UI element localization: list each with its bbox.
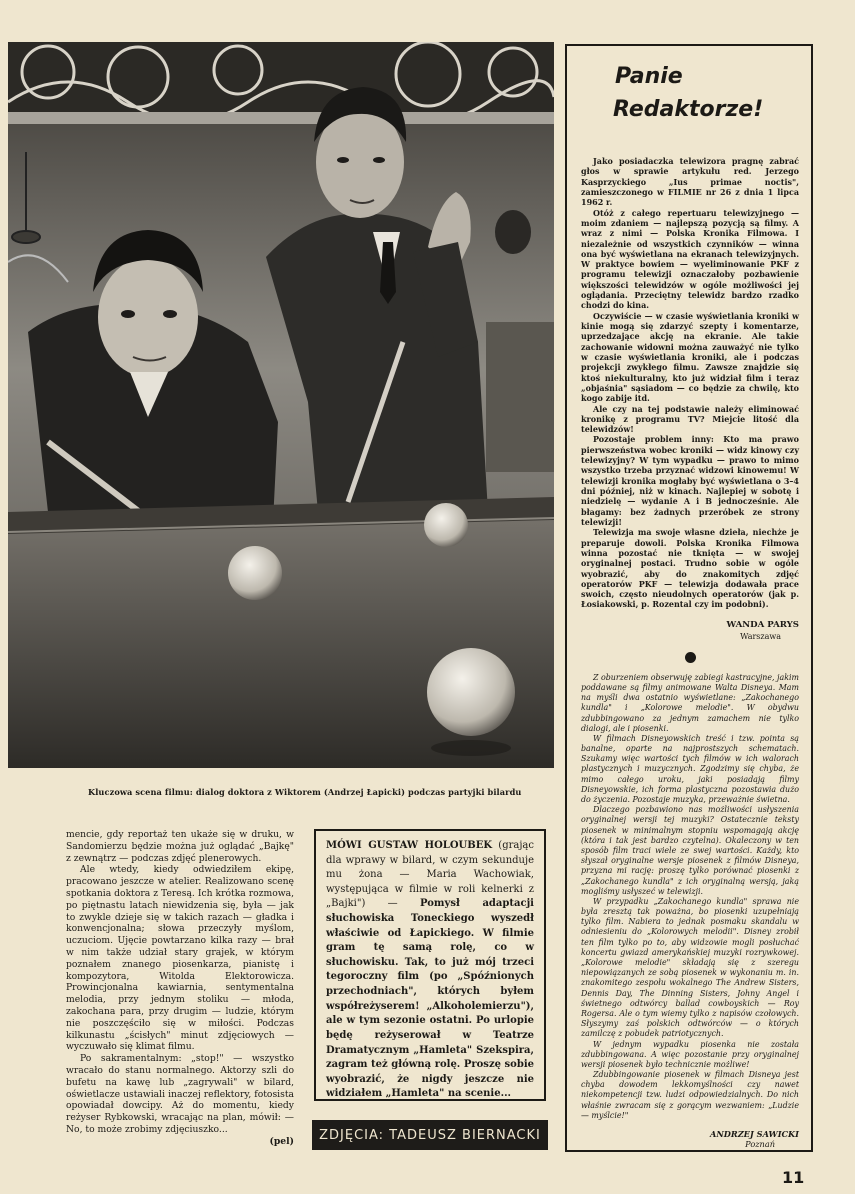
interview-lead: MÓWI GUSTAW HOLOUBEK [326,840,493,851]
letters-title-line2: Redaktorze! [613,97,764,122]
letter1-signature [581,620,799,642]
letter2-signature [581,1129,799,1149]
letter-paragraph: Jako posiadaczka telewizora pragnę zabrać głos w sprawie artykułu red. Jerzego Kasprzyckiego „Ius primae noctis", zamieszczonego w FILMIE nr 26 z dnia 1 lipca 1962 r. [581,156,799,208]
letter1-city: Warszawa [740,631,781,641]
article-paragraph: Ale wtedy, kiedy odwiedziłem ekipę, pracowano jeszcze w atelier. Realizowano scenę spotkania doktora z Teresą. Ich krótka rozmowa, po piętnastu latach niewidzenia się, była — jak to zwykle dzieje się w takich razach — gładka i konwencjonalna; słowa przeczyły myślom, uczuciom. Ujęcie powtarzano kilka razy — brał w nim także udział stary grajek, w którym poznałem znanego piosenkarza, pianistę i kompozytora, Witolda Elektorowicza. Prowincjonalna kawiarnia, sentymentalna melodia, przy jednym stoliku — młoda, zakochana para, przy drugim — ludzie, którym nie poszczęściło się w miłości. Podczas kilkunastu „ścisłych" minut zdjęciowych — wyczuwało się klimat filmu. [66,864,294,1053]
billiards-photo [8,42,554,768]
letter2-city: Poznań [745,1139,775,1149]
letter-paragraph: Ale czy na tej podstawie należy eliminować kronikę z programu TV? Miejcie litość dla telewidzów! [581,403,799,435]
article-signature: (pel) [269,1135,294,1147]
interview-box [314,829,546,1101]
photo-illustration [8,42,554,768]
letter-paragraph: W jednym wypadku piosenka nie została zdubbingowana. A więc pozostanie przy oryginalnej wersji piosenek było technicznie możliwe! [581,1039,799,1069]
letter-paragraph: Pozostaje problem inny: Kto ma prawo pierwszeństwa wobec kroniki — widz kinowy czy telewizyjny? W tym wypadku — prawo to mimo wszystko trzeba przyznać widzowi kinowemu! W telewizji kronika mogłaby być wyświetlana o 3–4 dni później, niż w kinach. Najlepiej w sobotę i niedzielę — wydanie A i B jednocześnie. Ale błagamy: bez żadnych przeróbek ze strony telewizji! [581,434,799,527]
letter-paragraph: W przypadku „Zakochanego kundla" sprawa nie była zresztą tak poważna, bo piosenki uzupełniają tylko film. Nabiera to jednak posmaku skandalu w odniesieniu do „Kolorowych melodii". Disney zrobił ten film tylko po to, aby widzowie mogli posłuchać koncertu gwiazd amerykańskiej muzyki rozrywkowej. „Kolorowe melodie" składają się z szeregu niepowiązanych ze sobą piosenek w wykonaniu m. in. znakomitego zespołu wokalnego The Andrew Sisters, Dennis Day, The Dinning Sisters, Johny Angel i świetnego odtwórcy ballad cowboyskich — Roy Rogersa. Ale o tym wiemy tylko z napisów czołowych. Słyszymy zaś polskich odtwórców — o których zamilczę z pobudek patriotycznych. [581,896,799,1039]
letter-paragraph: Dlaczego pozbawiono nas możliwości usłyszenia oryginalnej wersji tej muzyki? Ostatecznie teksty piosenek w minimalnym stopniu wspomagają akcję (która i tak jest bardzo czytelna). Okaleczony w ten sposób film traci wiele ze swej wartości. Każdy, kto słyszał oryginalne wersje piosenek z filmów Disneya, przyzna mi rację: proszę tylko porównać piosenki z „Zakochanego kundla" z ich oryginalną wersją, jaką mogliśmy usłyszeć w telewizji. [581,805,799,896]
separator-dot [685,652,696,663]
interview-quote: Pomysł adaptacji słuchowiska Toneckiego wyszedł właściwie od Łapickiego. W filmie gram tę samą rolę, co w słuchowisku. Tak, to już mój trzeci tegoroczny film (po „Spóźnionych przechodniach", których byłem współreżyserem! „Alkoholemierzu"), ale w tym sezonie ostatni. Po urlopie będę reżyserował w Teatrze Dramatycznym „Hamleta" Szekspira, zagram też główną rolę. Proszę sobie wyobrazić, że nigdy jeszcze nie widziałem „Hamleta" na scenie... [326,898,534,1100]
article-paragraph: Po sakramentalnym: „stop!" — wszystko wracało do stanu normalnego. Aktorzy szli do bufetu na kawę lub „zagrywali" w bilard, oświetlacze ustawiali inaczej reflektory, fotosista opowiadał dowcipy. Aż do momentu, kiedy reżyser Rybkowski, wracając na plan, mówił: — No, to może zrobimy zdjęciuszko... [66,1053,294,1135]
letter-paragraph: Telewizja ma swoje własne dzieła, niechże je preparuje dowoli. Polska Kronika Filmowa winna pozostać nie tknięta — w swojej oryginalnej postaci. Trudno sobie w ogóle wyobrazić, aby do znakomitych zdjęć operatorów PKF — telewizja dodawała prace swoich, często nieudolnych operatorów (jak p. Łosiakowski, p. Rozental czy im podobni). [581,527,799,610]
article-paragraph: mencie, gdy reportaż ten ukaże się w druku, w Sandomierzu będzie można już oglądać „Bajkę" z zewnątrz — podczas zdjęć plenerowych. [66,829,294,864]
letters-title-line1: Panie [615,64,683,89]
article-column [66,829,294,1148]
letter-wanda-parys [581,156,799,610]
letter-paragraph: Otóż z całego repertuaru telewizyjnego — moim zdaniem — najlepszą pozycją są filmy. A wraz z nimi — Polska Kronika Filmowa. I niezależnie od wszystkich czynników — winna ona być wyświetlana na ekranach telewizyjnych. W praktyce bowiem — wyeliminowanie PKF z programu telewizji oznaczałoby pozbawienie większości telewidzów w ogóle możliwości jej oglądania. Przeciętny telewidz bardzo rzadko chodzi do kina. [581,207,799,311]
photo-credit-banner: ZDJĘCIA: TADEUSZ BIERNACKI [312,1120,548,1150]
letter-paragraph: Zdubbingowanie piosenek w filmach Disneya jest chyba dowodem lekkomyślności czy nawet niekompetencji tzw. ludzi odpowiedzialnych. Do nich właśnie zwracam się z gorącym wezwaniem: „Ludzie — myślcie!" [581,1070,799,1120]
interview-intro: (grając dla wprawy w bilard, w czym sekunduje mu żona — Maria Wachowiak, występująca w filmie w roli kelnerki z „Bajki") — [326,840,534,910]
letter-paragraph: Z oburzeniem obserwuję zabiegi kastracyjne, jakim poddawane są filmy animowane Walta Disneya. Mam na myśli dwa ostatnio wyświetlane: „Zakochanego kundla" i „Kolorowe melodie". W obydwu zdubbingowano za jednym zamachem nie tylko dialogi, ale i piosenki. [581,672,799,733]
letter1-author: WANDA PARYS [726,619,799,630]
letter2-author: ANDRZEJ SAWICKI [709,1129,799,1139]
letters-title [615,60,799,126]
photo-caption: Kluczowa scena filmu: dialog doktora z Wiktorem (Andrzej Łapicki) podczas partyjki bilardu [88,787,522,797]
letters-box [565,44,813,1152]
letter-andrzej-sawicki [581,673,799,1121]
letter-paragraph: Oczywiście — w czasie wyświetlania kroniki w kinie mogą się zdarzyć szepty i komentarze, uprzedzające akcję na ekranie. Ale takie zachowanie widowni można zauważyć nie tylko w czasie wyświetlania kroniki, ale i podczas projekcji zwykłego filmu. Zawsze znajdzie się ktoś niekulturalny, kto już widział film i teraz „objaśnia" sąsiadom — co będzie za chwilę, kto kogo zabije itd. [581,310,799,404]
letter-paragraph: W filmach Disneyowskich treść i tzw. pointa są banalne, oparte na najprostszych schematach. Szukamy więc wartości tych filmów w ich walorach plastycznych i muzycznych. Zgodzimy się chyba, że mimo całego uroku, jaki posiadają filmy Disneyowskie, ich forma plastyczna pozostawia dużo do życzenia. Pozostaje muzyka, przeważnie świetna. [581,733,799,804]
page-number: 11 [782,1168,805,1187]
